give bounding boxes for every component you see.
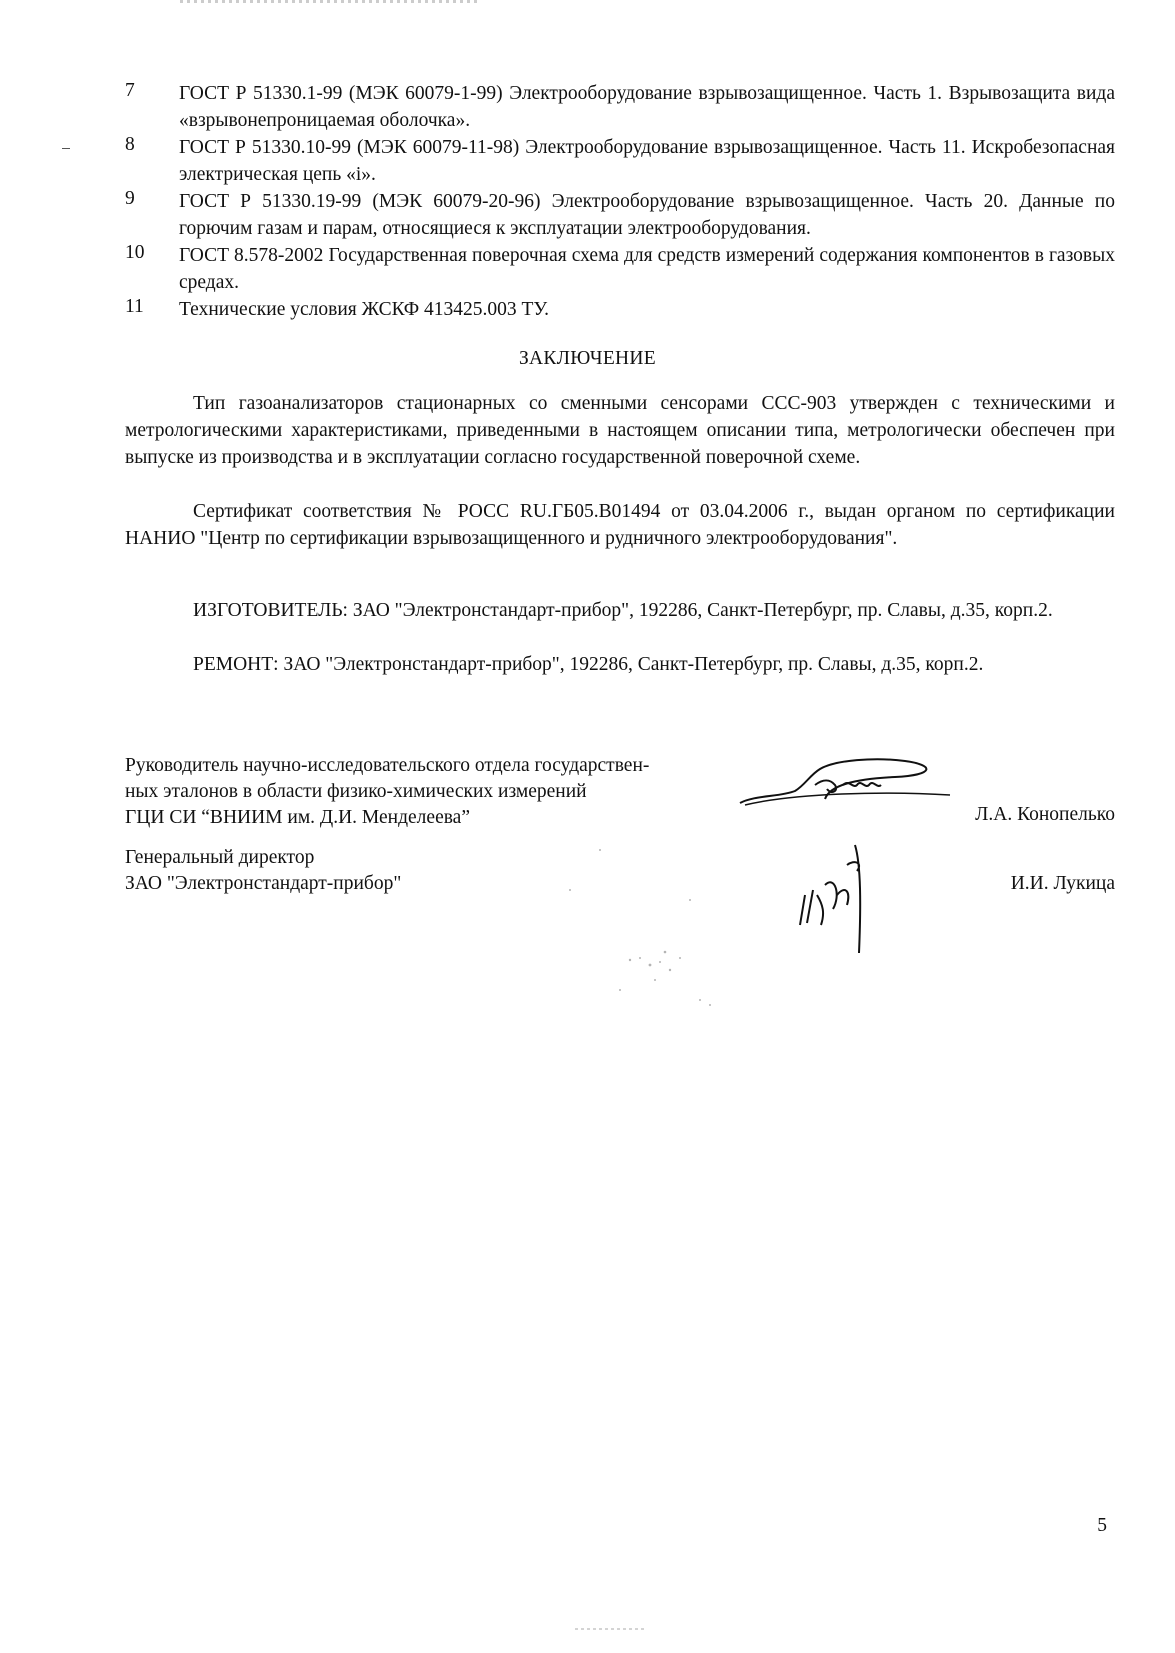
scan-artifact xyxy=(180,0,480,3)
conclusion-paragraph xyxy=(125,390,1115,471)
manufacturer-text: ИЗГОТОВИТЕЛЬ: ЗАО "Электронстандарт-прибор", 192286, Санкт-Петербург, пр. Славы, д.35, корп.2. xyxy=(193,600,1053,621)
signatory-line: ных эталонов в области физико-химических измерений xyxy=(125,781,587,802)
signatory-title xyxy=(125,753,649,831)
repair-paragraph xyxy=(125,651,1115,678)
stamp-residue xyxy=(560,840,760,1020)
certificate-paragraph xyxy=(125,498,1115,552)
reference-text: Технические условия ЖСКФ 413425.003 ТУ. xyxy=(179,299,549,320)
repair-text: РЕМОНТ: ЗАО "Электронстандарт-прибор", 192286, Санкт-Петербург, пр. Славы, д.35, корп.2. xyxy=(193,654,984,675)
signature-konopelko xyxy=(735,755,955,815)
reference-item xyxy=(125,188,1115,242)
signatory-name: Л.А. Конопелько xyxy=(975,804,1115,825)
signatory-line: Генеральный директор xyxy=(125,847,315,868)
reference-number: 10 xyxy=(125,242,145,263)
reference-number: 11 xyxy=(125,296,144,317)
signature-lukitsa xyxy=(795,835,895,955)
reference-item xyxy=(125,134,1115,188)
signatory-line: ГЦИ СИ “ВНИИМ им. Д.И. Менделеева” xyxy=(125,807,470,828)
signatory-name: И.И. Лукица xyxy=(1010,873,1115,894)
signatory-line: ЗАО "Электронстандарт-прибор" xyxy=(125,873,402,894)
page-number: 5 xyxy=(1097,1515,1107,1536)
reference-number: 9 xyxy=(125,188,135,209)
reference-text: ГОСТ 8.578-2002 Государственная поверочная схема для средств измерений содержания компонентов в газовых средах. xyxy=(179,245,1115,293)
reference-text: ГОСТ Р 51330.19-99 (МЭК 60079-20-96) Электрооборудование взрывозащищенное. Часть 20. Данные по горючим газам и парам, относящиеся к эксплуатации электрооборудования. xyxy=(179,191,1115,239)
reference-item xyxy=(125,242,1115,296)
certificate-text: Сертификат соответствия № РОСС RU.ГБ05.В01494 от 03.04.2006 г., выдан органом по сертификации НАНИО "Центр по сертификации взрывозащищенного и рудничного электрооборудования". xyxy=(125,501,1115,549)
reference-item xyxy=(125,296,1115,323)
scan-artifact xyxy=(575,1628,645,1630)
manufacturer-paragraph xyxy=(125,597,1115,624)
reference-number: 8 xyxy=(125,134,135,155)
section-heading: ЗАКЛЮЧЕНИЕ xyxy=(518,348,657,369)
reference-text: ГОСТ Р 51330.10-99 (МЭК 60079-11-98) Электрооборудование взрывозащищенное. Часть 11. Искробезопасная электрическая цепь «i». xyxy=(179,137,1115,185)
signatory-line: Руководитель научно-исследовательского отдела государствен- xyxy=(125,755,650,776)
conclusion-text: Тип газоанализаторов стационарных со сменными сенсорами ССС-903 утвержден с техническими и метрологическими характеристиками, приведенными в настоящем описании типа, метрологически обеспечен при выпуске из производства и в эксплуатации согласно государственной поверочной схеме. xyxy=(125,393,1115,468)
reference-item xyxy=(125,80,1115,134)
reference-text: ГОСТ Р 51330.1-99 (МЭК 60079-1-99) Электрооборудование взрывозащищенное. Часть 1. Взрывозащита вида «взрывонепроницаемая оболочка». xyxy=(179,83,1115,131)
signatory-title xyxy=(125,845,401,897)
reference-number: 7 xyxy=(125,80,135,101)
margin-mark xyxy=(62,148,70,149)
